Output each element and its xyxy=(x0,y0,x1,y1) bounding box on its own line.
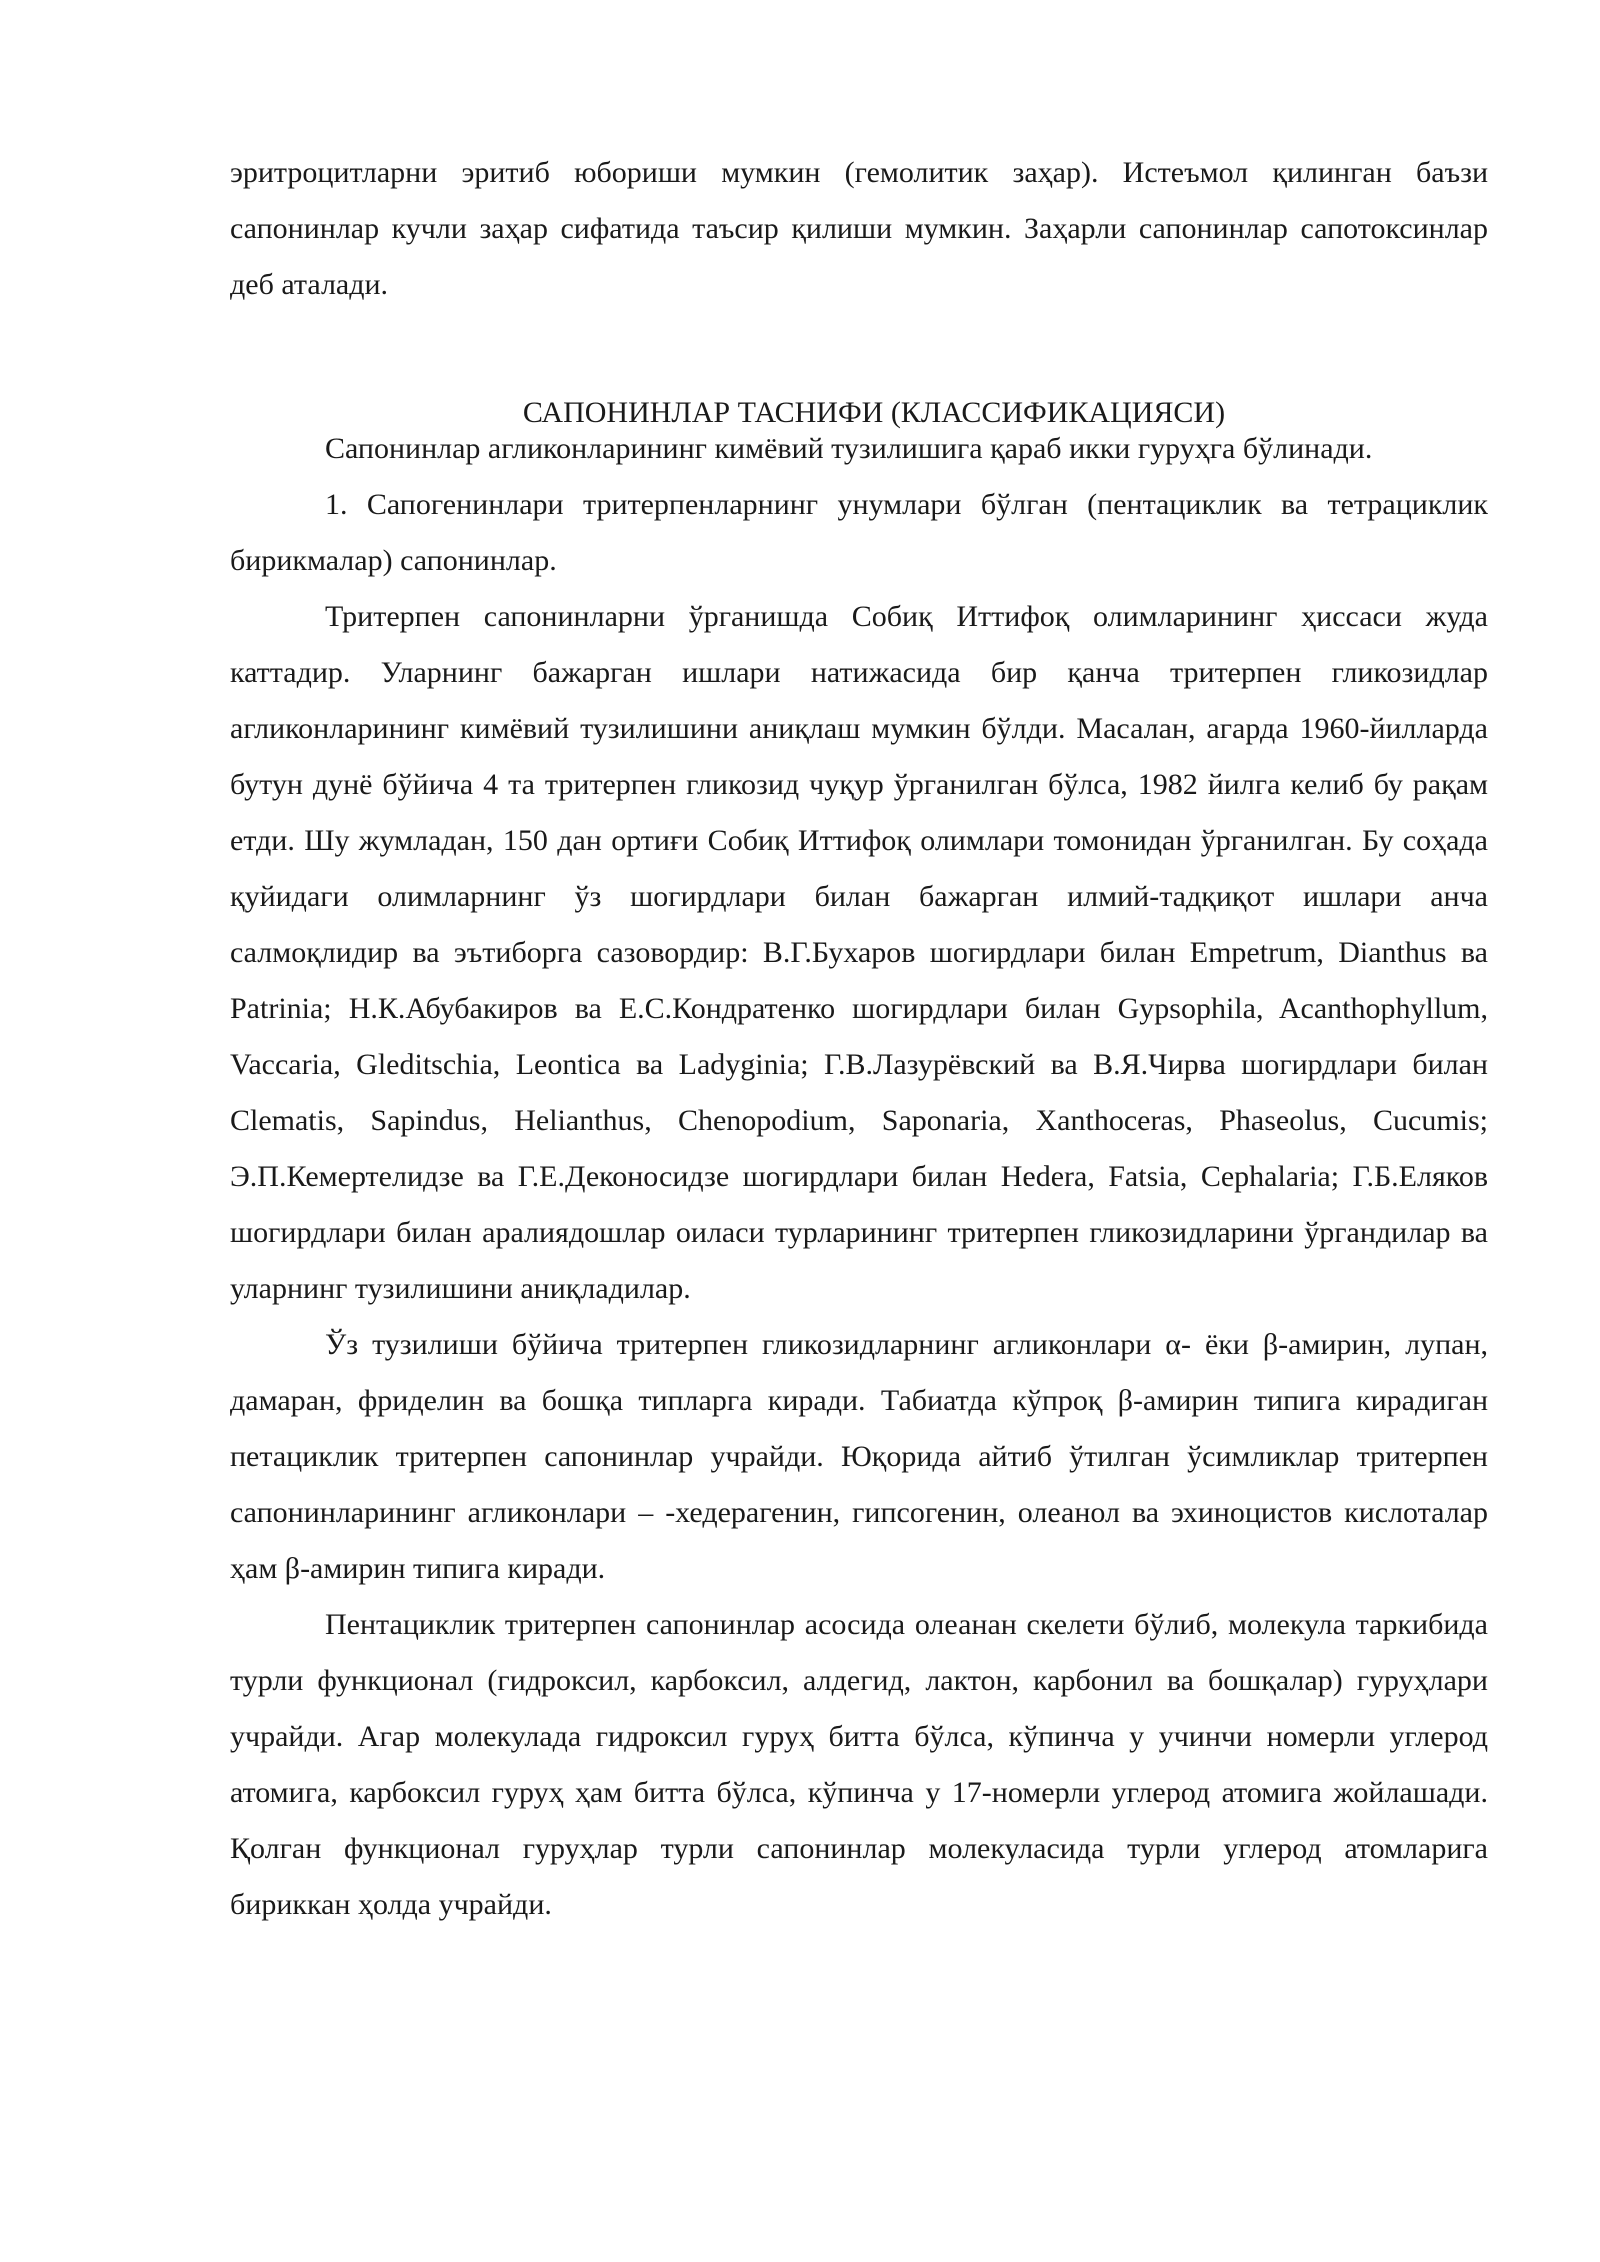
paragraph-hemolytic: эритроцитларни эритиб юбориши мумкин (гемолитик заҳар). Истеъмол қилинган баъзи сапонинлар кучли заҳар сифатида таъсир қилиши мумкин. Заҳарли сапонинлар сапотоксинлар деб аталади. xyxy=(230,156,1488,301)
paragraph-list-item-1: 1. Сапогенинлари тритерпенларнинг унумлари бўлган (пентациклик ва тетрациклик бирикмалар) сапонинлар. xyxy=(230,488,1488,577)
paragraph-pentacyclic: Пентациклик тритерпен сапонинлар асосида олеанан скелети бўлиб, молекула таркибида турли функционал (гидроксил, карбоксил, алдегид, лактон, карбонил ва бошқалар) гуруҳлари учрайди. Агар молекулада гидроксил гуруҳ битта бўлса, кўпинча у учинчи номерли углерод атомига, карбоксил гуруҳ ҳам битта бўлса, кўпинча у 17-номерли углерод атомига жойлашади. Қолган функционал гуруҳлар турли сапонинлар молекуласида турли углерод атомларига бириккан ҳолда учрайди. xyxy=(230,1608,1488,1921)
spacer xyxy=(230,467,1488,477)
paragraph-aglycone-types: Ўз тузилиши бўйича тритерпен гликозидларнинг агликонлари α- ёки β-амирин, лупан, дамаран, фриделин ва бошқа типларга киради. Табиатда кўпроқ β-амирин типига кирадиган петациклик тритерпен сапонинлар учрайди. Юқорида айтиб ўтилган ўсимликлар тритерпен сапонинларининг агликонлари – -хедерагенин, гипсогенин, олеанол ва эхиноцистов кислоталар ҳам β-амирин типига киради. xyxy=(230,1328,1488,1585)
document-page xyxy=(230,145,1488,1933)
section-heading: САПОНИНЛАР ТАСНИФИ (КЛАССИФИКАЦИЯСИ) xyxy=(522,396,1226,429)
section-spacer xyxy=(230,313,1488,395)
section-intro: Сапонинлар агликонларининг кимёвий тузилишига қараб икки гуруҳга бўлинади. xyxy=(325,432,1373,465)
paragraph-triterpene-research: Тритерпен сапонинларни ўрганишда Собиқ Иттифоқ олимларининг ҳиссаси жуда каттадир. Уларнинг бажарган ишлари натижасида бир қанча тритерпен гликозидлар агликонларининг кимёвий тузилишини аниқлаш мумкин бўлди. Масалан, агарда 1960-йилларда бутун дунё бўйича 4 та тритерпен гликозид чуқур ўрганилган бўлса, 1982 йилга келиб бу рақам етди. Шу жумладан, 150 дан ортиғи Собиқ Иттифоқ олимлари томонидан ўрганилган. Бу соҳада қуйидаги олимларнинг ўз шогирдлари билан бажарган илмий-тадқиқот ишлари анча салмоқлидир ва эътиборга сазовордир: В.Г.Бухаров шогирдлари билан Empetrum, Dianthus ва Patrinia; Н.К.Абубакиров ва Е.С.Кондратенко шогирдлари билан Gypsophila, Acanthophyllum, Vaccaria, Gleditschia, Leontica ва Ladyginia; Г.В.Лазурёвский ва В.Я.Чирва шогирдлари билан Clematis, Sapindus, Helianthus, Chenopodium, Saponaria, Xanthoceras, Phaseolus, Cucumis; Э.П.Кемертелидзе ва Г.Е.Деконосидзе шогирдлари билан Hedera, Fatsia, Cephalaria; Г.Б.Еляков шогирдлари билан аралиядошлар оиласи турларининг тритерпен гликозидларини ўргандилар ва уларнинг тузилишини аниқладилар. xyxy=(230,600,1488,1305)
